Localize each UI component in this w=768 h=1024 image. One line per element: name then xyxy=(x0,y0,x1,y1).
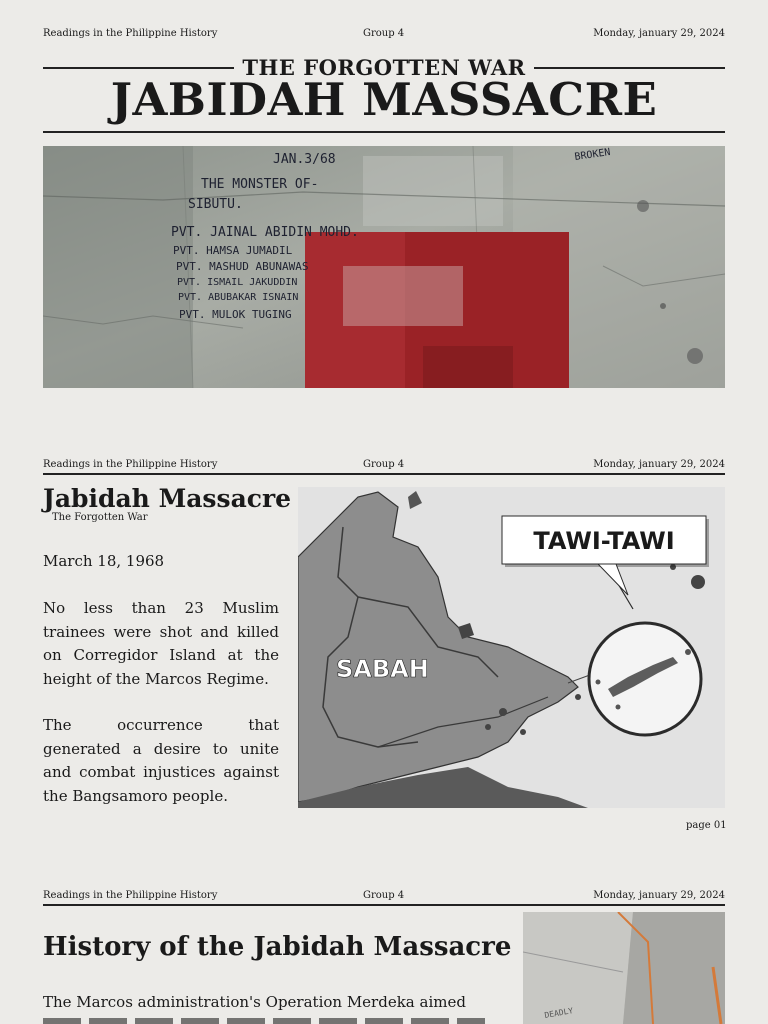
history-paragraph: The Marcos administration's Operation Merdeka aimed xyxy=(43,993,466,1011)
course-label: Readings in the Philippine History xyxy=(43,459,218,470)
graffiti-name-5: PVT. ABUBAKAR ISNAIN xyxy=(178,292,299,303)
masthead-rule-bottom xyxy=(43,131,725,133)
page3-rule xyxy=(43,904,725,906)
date-label: Monday, january 29, 2024 xyxy=(593,459,725,470)
graffiti-line2: SIBUTU. xyxy=(188,197,243,212)
group-label: Group 4 xyxy=(363,28,405,39)
course-label: Readings in the Philippine History xyxy=(43,28,218,39)
graffiti-line1: THE MONSTER OF- xyxy=(201,177,319,192)
page3-header xyxy=(43,890,725,901)
graffiti-name-2: PVT. HAMSA JUMADIL xyxy=(173,244,293,257)
page-number: page 01 xyxy=(686,820,727,831)
page1-header xyxy=(43,28,725,39)
paragraph-1: No less than 23 Muslim trainees were shot and killed on Corregidor Island at the height of the Marcos Regime. xyxy=(43,599,279,688)
wall-illustration-2 xyxy=(523,912,725,1024)
corridor-wall-photo xyxy=(523,912,725,1024)
page2-header xyxy=(43,459,725,470)
article-title: Jabidah Massacre xyxy=(43,484,292,513)
wall-illustration xyxy=(43,146,725,388)
graffiti-name-4: PVT. ISMAIL JAKUDDIN xyxy=(177,277,298,288)
graffiti-name-1: PVT. JAINAL ABIDIN MOHD. xyxy=(171,225,359,240)
group-label: Group 4 xyxy=(363,459,405,470)
masthead-kicker: THE FORGOTTEN WAR xyxy=(0,55,768,80)
graffiti-date: JAN.3/68 xyxy=(273,152,336,167)
masthead-headline: JABIDAH MASSACRE xyxy=(110,73,658,126)
history-title: History of the Jabidah Massacre xyxy=(43,932,512,962)
wall-scribble: DEADLY xyxy=(543,1006,574,1020)
group-label: Group 4 xyxy=(363,890,405,901)
sabah-label: SABAH xyxy=(336,655,429,683)
event-date: March 18, 1968 xyxy=(43,552,165,570)
paragraph-2: The occurrence that generated a desire to unite and combat injustices against the Bangsamoro people. xyxy=(43,716,279,805)
history-paragraph-cutoff xyxy=(43,1014,485,1024)
graffiti-wall-photo xyxy=(43,146,725,388)
date-label: Monday, january 29, 2024 xyxy=(593,28,725,39)
date-label: Monday, january 29, 2024 xyxy=(593,890,725,901)
map-illustration xyxy=(298,487,725,808)
tawi-tawi-label: TAWI-TAWI xyxy=(533,527,675,555)
graffiti-name-3: PVT. MASHUD ABUNAWAS xyxy=(176,260,309,273)
graffiti-name-6: PVT. MULOK TUGING xyxy=(179,308,292,321)
course-label: Readings in the Philippine History xyxy=(43,890,218,901)
page2-rule xyxy=(43,473,725,475)
graffiti-broken: BROKEN xyxy=(573,147,612,163)
article-subtitle: The Forgotten War xyxy=(52,512,148,523)
sabah-map xyxy=(298,487,725,808)
